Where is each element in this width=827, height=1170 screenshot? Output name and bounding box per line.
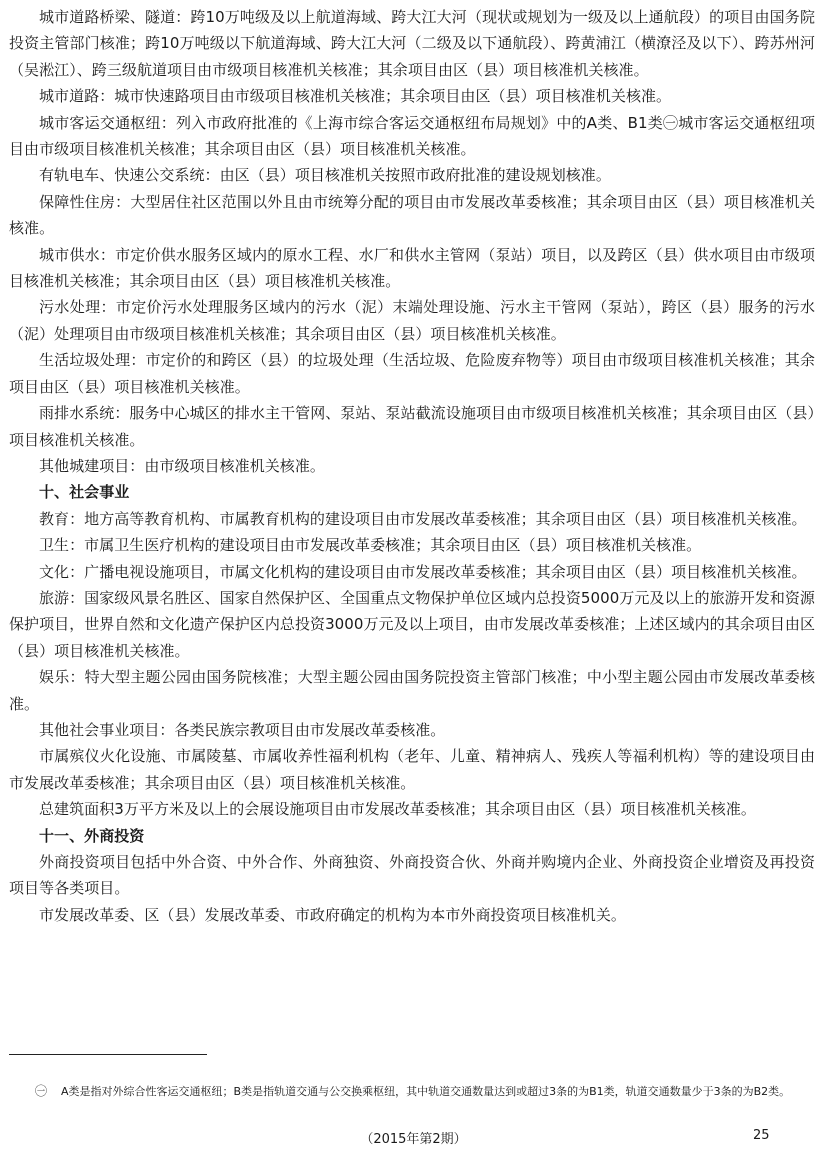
section-heading: 十一、外商投资 <box>39 826 145 845</box>
paragraph: 教育：地方高等教育机构、市属教育机构的建设项目由市发展改革委核准；其余项目由区（县）项目核准机关核准。 <box>39 509 807 528</box>
section-heading: 十、社会事业 <box>39 483 130 502</box>
paragraph: 有轨电车、快速公交系统：由区（县）项目核准机关按照市政府批准的建设规划核准。 <box>39 166 611 185</box>
paragraph: 娱乐：特大型主题公园由国务院核准；大型主题公园由国务院投资主管部门核准；中小型主题公园由市发展改革委核准。 <box>9 668 815 713</box>
page-footer <box>0 1128 827 1150</box>
paragraph: 外商投资项目包括中外合资、中外合作、外商独资、外商投资合伙、外商并购境内企业、外商投资企业增资及再投资项目等各类项目。 <box>9 853 815 898</box>
paragraph: 其他城建项目：由市级项目核准机关核准。 <box>39 456 325 475</box>
issue-label: （2015年第2期） <box>360 1132 467 1147</box>
paragraph: 市属殡仪火化设施、市属陵墓、市属收养性福利机构（老年、儿童、精神病人、残疾人等福利机构）等的建设项目由市发展改革委核准；其余项目由区（县）项目核准机关核准。 <box>9 747 815 792</box>
footnote <box>9 1081 814 1102</box>
footnote-text: A类是指对外综合性客运交通枢纽；B类是指轨道交通与公交换乘枢纽，其中轨道交通数量达到或超过3条的为B1类，轨道交通数量少于3条的为B2类。 <box>61 1085 791 1098</box>
page-number: 25 <box>753 1128 770 1143</box>
paragraph: 其他社会事业项目：各类民族宗教项目由市发展改革委核准。 <box>39 720 446 739</box>
document-body <box>9 4 815 928</box>
paragraph: 市发展改革委、区（县）发展改革委、市政府确定的机构为本市外商投资项目核准机关。 <box>39 905 626 924</box>
paragraph: 城市供水：市定价供水服务区域内的原水工程、水厂和供水主管网（泵站）项目，以及跨区（县）供水项目由市级项目核准机关核准；其余项目由区（县）项目核准机关核准。 <box>9 245 815 291</box>
paragraph: 生活垃圾处理：市定价的和跨区（县）的垃圾处理（生活垃圾、危险废弃物等）项目由市级项目核准机关核准；其余项目由区（县）项目核准机关核准。 <box>9 351 815 396</box>
footnote-mark: ㊀ <box>35 1084 48 1098</box>
paragraph: 雨排水系统：服务中心城区的排水主干管网、泵站、泵站截流设施项目由市级项目核准机关核准；其余项目由区（县）项目核准机关核准。 <box>9 404 815 449</box>
paragraph: 卫生：市属卫生医疗机构的建设项目由市发展改革委核准；其余项目由区（县）项目核准机关核准。 <box>39 536 702 555</box>
paragraph: 污水处理：市定价污水处理服务区域内的污水（泥）末端处理设施、污水主干管网（泵站），跨区（县）服务的污水（泥）处理项目由市级项目核准机关核准；其余项目由区（县）项目核准机关核准。 <box>9 298 815 343</box>
paragraph: 保障性住房：大型居住社区范围以外且由市统筹分配的项目由市发展改革委核准；其余项目由区（县）项目核准机关核准。 <box>9 192 815 238</box>
footnote-divider <box>9 1054 207 1055</box>
paragraph: 城市客运交通枢纽：列入市政府批准的《上海市综合客运交通枢纽布局规划》中的A类、B1类㊀城市客运交通枢纽项目由市级项目核准机关核准；其余项目由区（县）项目核准机关核准。 <box>9 113 815 159</box>
paragraph: 城市道路桥梁、隧道：跨10万吨级及以上航道海域、跨大江大河（现状或规划为一级及以上通航段）的项目由国务院投资主管部门核准；跨10万吨级以下航道海域、跨大江大河（二级及以下通航段）、跨黄浦江（横潦泾及以下）、跨苏州河（吴淞江）、跨三级航道项目由市级项目核准机关核准；其余项目由区（县）项目核准机关核准。 <box>9 8 815 79</box>
paragraph: 城市道路：城市快速路项目由市级项目核准机关核准；其余项目由区（县）项目核准机关核准。 <box>39 87 672 106</box>
paragraph: 文化：广播电视设施项目，市属文化机构的建设项目由市发展改革委核准；其余项目由区（县）项目核准机关核准。 <box>39 562 807 581</box>
paragraph: 旅游：国家级风景名胜区、国家自然保护区、全国重点文物保护单位区域内总投资5000万元及以上的旅游开发和资源保护项目，世界自然和文化遗产保护区内总投资3000万元及以上项目，由市发展改革委核准；上述区域内的其余项目由区（县）项目核准机关核准。 <box>9 588 815 660</box>
paragraph: 总建筑面积3万平方米及以上的会展设施项目由市发展改革委核准；其余项目由区（县）项目核准机关核准。 <box>39 800 756 819</box>
